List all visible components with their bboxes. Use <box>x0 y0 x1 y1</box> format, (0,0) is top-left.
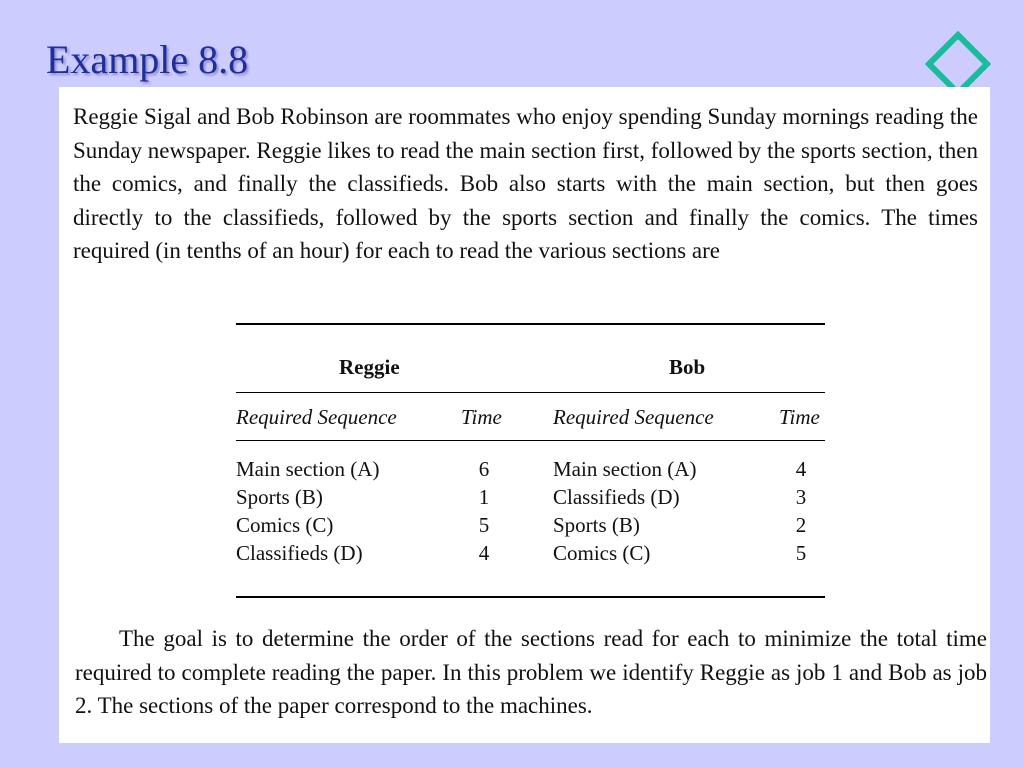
col-header-bob-time: Time <box>779 405 820 429</box>
table-top-rule <box>236 323 825 325</box>
problem-conclusion-text: The goal is to determine the order of the sections read for each to minimize the total time required to complete reading the paper. In this problem we identify Reggie as job 1 and Bob as job 2. The sections of the paper correspond to the machines. <box>75 626 987 718</box>
table-cell-reggie-section: Main section (A) <box>236 457 380 481</box>
table-cell-bob-section: Main section (A) <box>553 457 697 481</box>
table-cell-reggie-section: Comics (C) <box>236 513 334 537</box>
table-cell-bob-time: 5 <box>795 541 807 565</box>
table-cell-bob-section: Comics (C) <box>553 541 651 565</box>
problem-panel <box>59 87 990 743</box>
table-header-rule <box>236 392 825 393</box>
table-cell-reggie-time: 4 <box>478 541 490 565</box>
slide-title: Example 8.8 <box>46 37 249 82</box>
group-header-reggie: Reggie <box>339 355 400 379</box>
col-header-reggie-time: Time <box>461 405 502 429</box>
table-cell-bob-section: Classifieds (D) <box>553 485 680 509</box>
col-header-bob-sequence: Required Sequence <box>553 405 714 429</box>
table-cell-reggie-time: 1 <box>478 485 490 509</box>
table-cell-bob-time: 4 <box>795 457 807 481</box>
table-cell-bob-section: Sports (B) <box>553 513 640 537</box>
table-cell-bob-time: 2 <box>795 513 807 537</box>
table-subheader-rule <box>236 440 825 441</box>
col-header-reggie-sequence: Required Sequence <box>236 405 397 429</box>
group-header-bob: Bob <box>669 355 706 379</box>
table-cell-reggie-time: 6 <box>478 457 490 481</box>
table-bottom-rule <box>236 596 825 598</box>
table-cell-bob-time: 3 <box>795 485 807 509</box>
table-cell-reggie-section: Sports (B) <box>236 485 323 509</box>
table-cell-reggie-time: 5 <box>478 513 490 537</box>
problem-intro-text: Reggie Sigal and Bob Robinson are roommates who enjoy spending Sunday mornings reading the Sunday newspaper. Reggie likes to read the main section first, followed by the sports section, then the comics, and finally the classifieds. Bob also starts with the main section, but then goes directly to the classifieds, followed by the sports section and finally the comics. The times required (in tenths of an hour) for each to read the various sections are <box>73 104 978 263</box>
table-cell-reggie-section: Classifieds (D) <box>236 541 363 565</box>
